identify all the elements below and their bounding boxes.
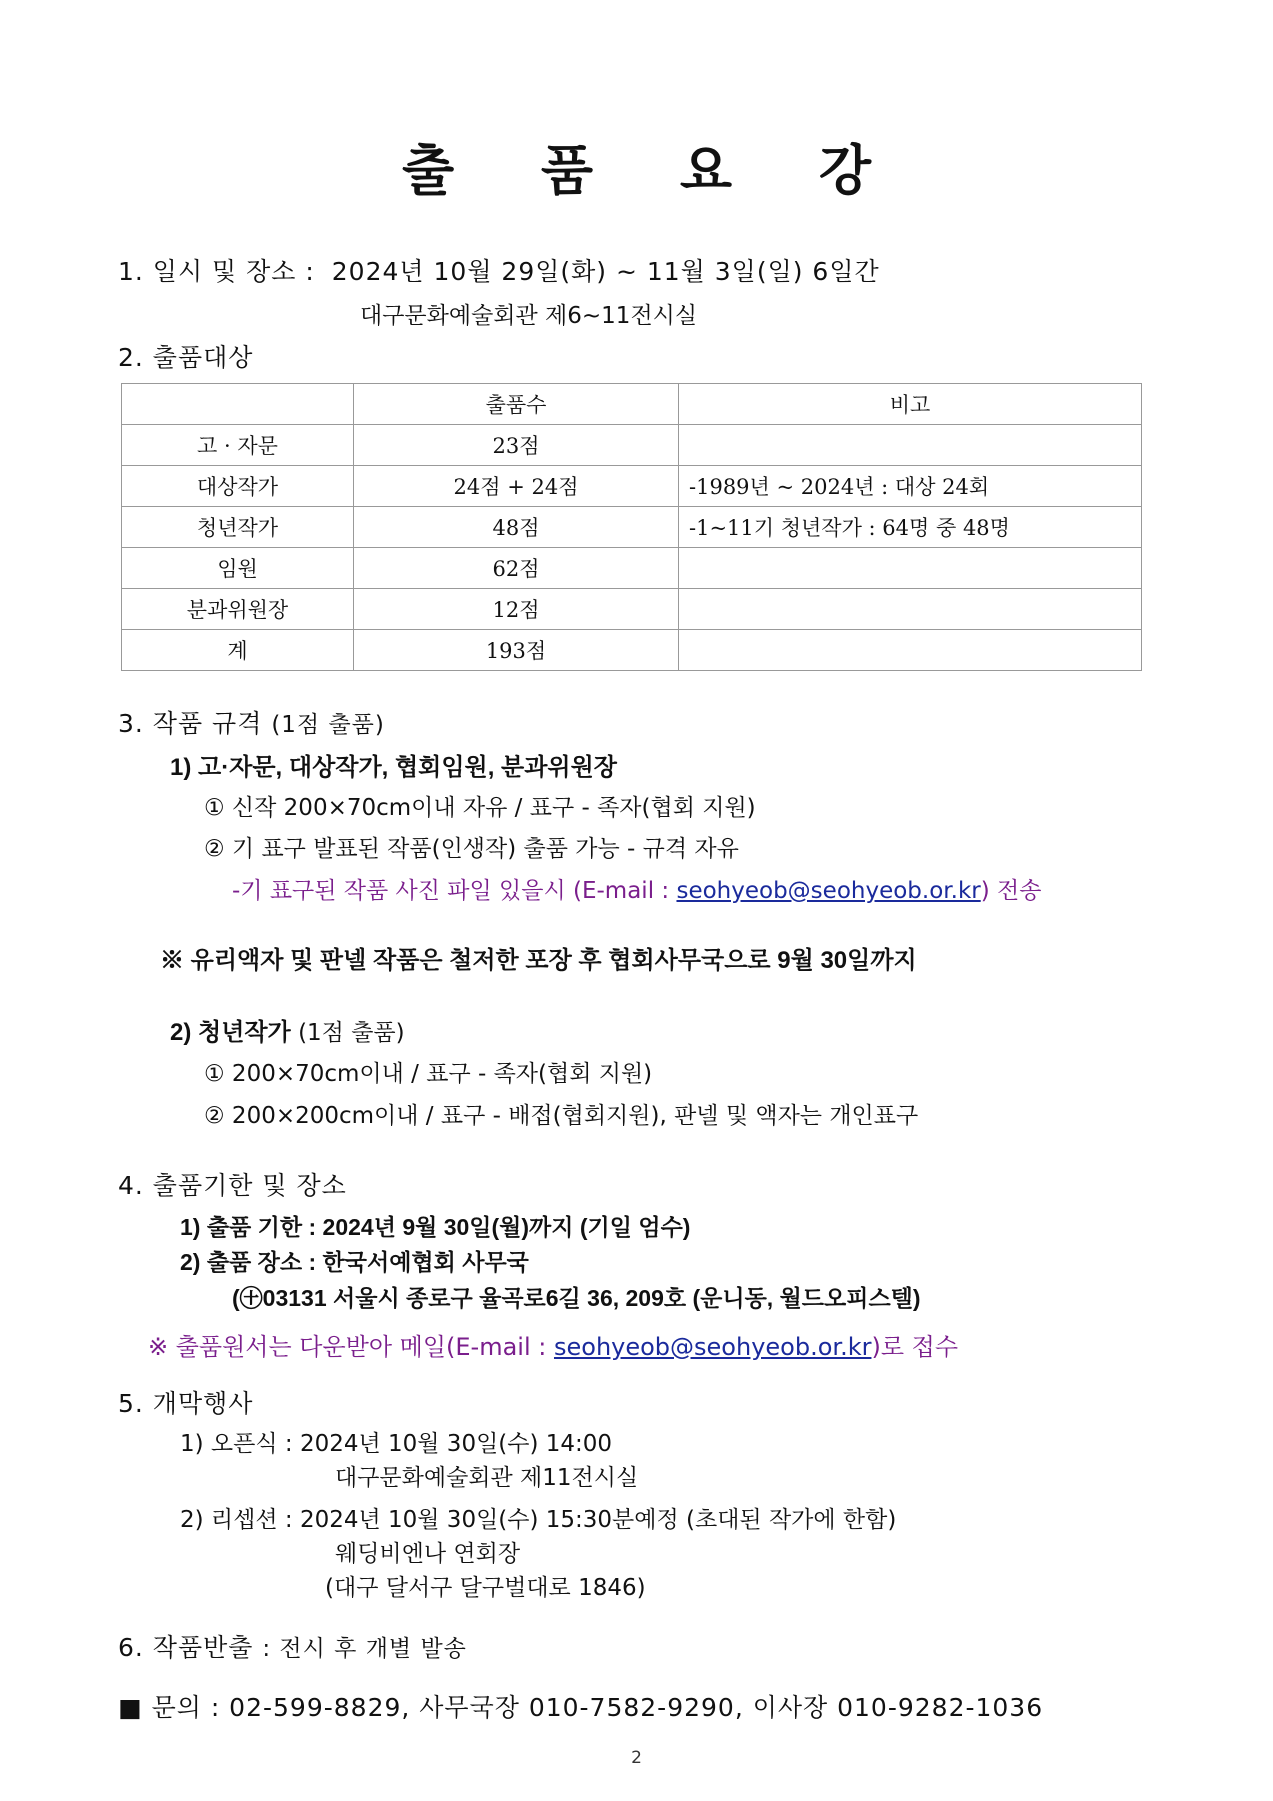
table-cell: 계: [122, 630, 354, 671]
place-label: 2) 출품 장소 :: [180, 1249, 323, 1275]
section-4-item1: [180, 1209, 690, 1242]
table-cell: 분과위원장: [122, 589, 354, 630]
table-cell: [679, 425, 1142, 466]
office-address: (㊉03131 서울시 종로구 율곡로6길 36, 209호 (운니동, 월드오피스텔): [232, 1285, 921, 1311]
table-header-cell: 출품수: [354, 384, 679, 425]
table-cell: 24점 + 24점: [354, 466, 679, 507]
section-4-item2: [180, 1244, 529, 1277]
section-6-heading: [118, 1628, 467, 1664]
note-text: ) 전송: [980, 878, 1042, 904]
section-3-heading: [118, 704, 385, 740]
table-header-cell: 비고: [679, 384, 1142, 425]
section-3-label: 3. 작품 규격: [118, 709, 263, 738]
page-title: 출 품 요 강: [401, 139, 906, 202]
email-link[interactable]: seohyeob@seohyeob.or.kr: [553, 1333, 872, 1361]
table-header-row: [122, 384, 1142, 425]
section-3-sub1-title: 1) 고·자문, 대상작가, 협회임원, 분과위원장: [170, 754, 617, 781]
table-cell: 12점: [354, 589, 679, 630]
section-3-sub1-item2: ② 기 표구 발표된 작품(인생작) 출품 가능 - 규격 자유: [204, 836, 739, 862]
packaging-notice: ※ 유리액자 및 판넬 작품은 철저한 포장 후 협회사무국으로 9월 30일까지: [160, 947, 917, 974]
deadline-value: 2024년 9월 30일(월)까지 (기일 엄수): [322, 1214, 691, 1240]
deadline-label: 1) 출품 기한 :: [180, 1214, 323, 1240]
opening-ceremony: [180, 1425, 612, 1458]
table-cell: 48점: [354, 507, 679, 548]
opening-datetime: 2024년 10월 30일(수) 14:00: [299, 1431, 613, 1457]
table-row: [122, 589, 1142, 630]
table-cell: 대상작가: [122, 466, 354, 507]
section-3-sub1-note: [232, 872, 1041, 905]
table-cell: 62점: [354, 548, 679, 589]
opening-place: 대구문화예술회관 제11전시실: [335, 1465, 639, 1491]
email-link[interactable]: seohyeob@seohyeob.or.kr: [676, 878, 981, 904]
section-4-heading: 4. 출품기한 및 장소: [118, 1171, 347, 1200]
table-header-cell: [122, 384, 354, 425]
section-3-sub2-heading: [170, 1012, 405, 1047]
reception-label: 2) 리셉션 :: [180, 1507, 293, 1533]
note-text: ※ 출품원서는 다운받아 메일(E-mail :: [148, 1333, 554, 1361]
table-row: [122, 507, 1142, 548]
section-6-label: 6. 작품반출: [118, 1633, 254, 1662]
section-6-value: : 전시 후 개별 발송: [262, 1636, 467, 1662]
entry-table: [121, 383, 1142, 671]
table-cell: [679, 548, 1142, 589]
note-text: -기 표구된 작품 사진 파일 있을시 (E-mail :: [232, 878, 677, 904]
page-number: 2: [631, 1748, 642, 1768]
section-3-sub2-item2: ② 200×200cm이내 / 표구 - 배접(협회지원), 판넬 및 액자는 개인표구: [204, 1103, 919, 1129]
reception-address: (대구 달서구 달구벌대로 1846): [325, 1575, 646, 1601]
table-cell: 193점: [354, 630, 679, 671]
section-5-heading: 5. 개막행사: [118, 1389, 254, 1418]
table-row: [122, 630, 1142, 671]
table-cell: 청년작가: [122, 507, 354, 548]
application-notice: [148, 1327, 958, 1362]
table-cell: [679, 589, 1142, 630]
section-1-venue: 대구문화예술회관 제6~11전시실: [360, 303, 698, 329]
opening-label: 1) 오픈식 :: [180, 1431, 293, 1457]
section-3-sub2-item1: ① 200×70cm이내 / 표구 - 족자(협회 지원): [204, 1061, 653, 1087]
section-1-label: 1. 일시 및 장소 :: [118, 257, 315, 286]
place-value: 한국서예협회 사무국: [322, 1249, 529, 1275]
table-cell: [679, 630, 1142, 671]
section-3-note: (1점 출품): [271, 712, 385, 738]
section-3-sub2-note: (1점 출품): [298, 1020, 405, 1046]
note-text: )로 접수: [871, 1333, 959, 1361]
reception-datetime: 2024년 10월 30일(수) 15:30분예정 (초대된 작가에 한함): [299, 1507, 897, 1533]
section-3-sub1-item1: ① 신작 200×70cm이내 자유 / 표구 - 족자(협회 지원): [204, 795, 756, 821]
contact-info: ■ 문의 : 02-599-8829, 사무국장 010-7582-9290, 이사장 010-9282-1036: [118, 1693, 1044, 1722]
table-row: [122, 425, 1142, 466]
table-cell: 임원: [122, 548, 354, 589]
section-1-heading: [118, 252, 880, 288]
section-1-date: 2024년 10월 29일(화) ~ 11월 3일(일) 6일간: [331, 257, 880, 286]
section-3-sub2-title: 2) 청년작가: [170, 1019, 291, 1046]
table-row: [122, 466, 1142, 507]
table-cell: -1989년 ~ 2024년 : 대상 24회: [679, 466, 1142, 507]
section-2-heading: 2. 출품대상: [118, 343, 254, 372]
reception-place: 웨딩비엔나 연회장: [335, 1541, 521, 1567]
table-cell: -1~11기 청년작가 : 64명 중 48명: [679, 507, 1142, 548]
table-row: [122, 548, 1142, 589]
table-cell: 고 · 자문: [122, 425, 354, 466]
table-cell: 23점: [354, 425, 679, 466]
reception: [180, 1501, 896, 1534]
